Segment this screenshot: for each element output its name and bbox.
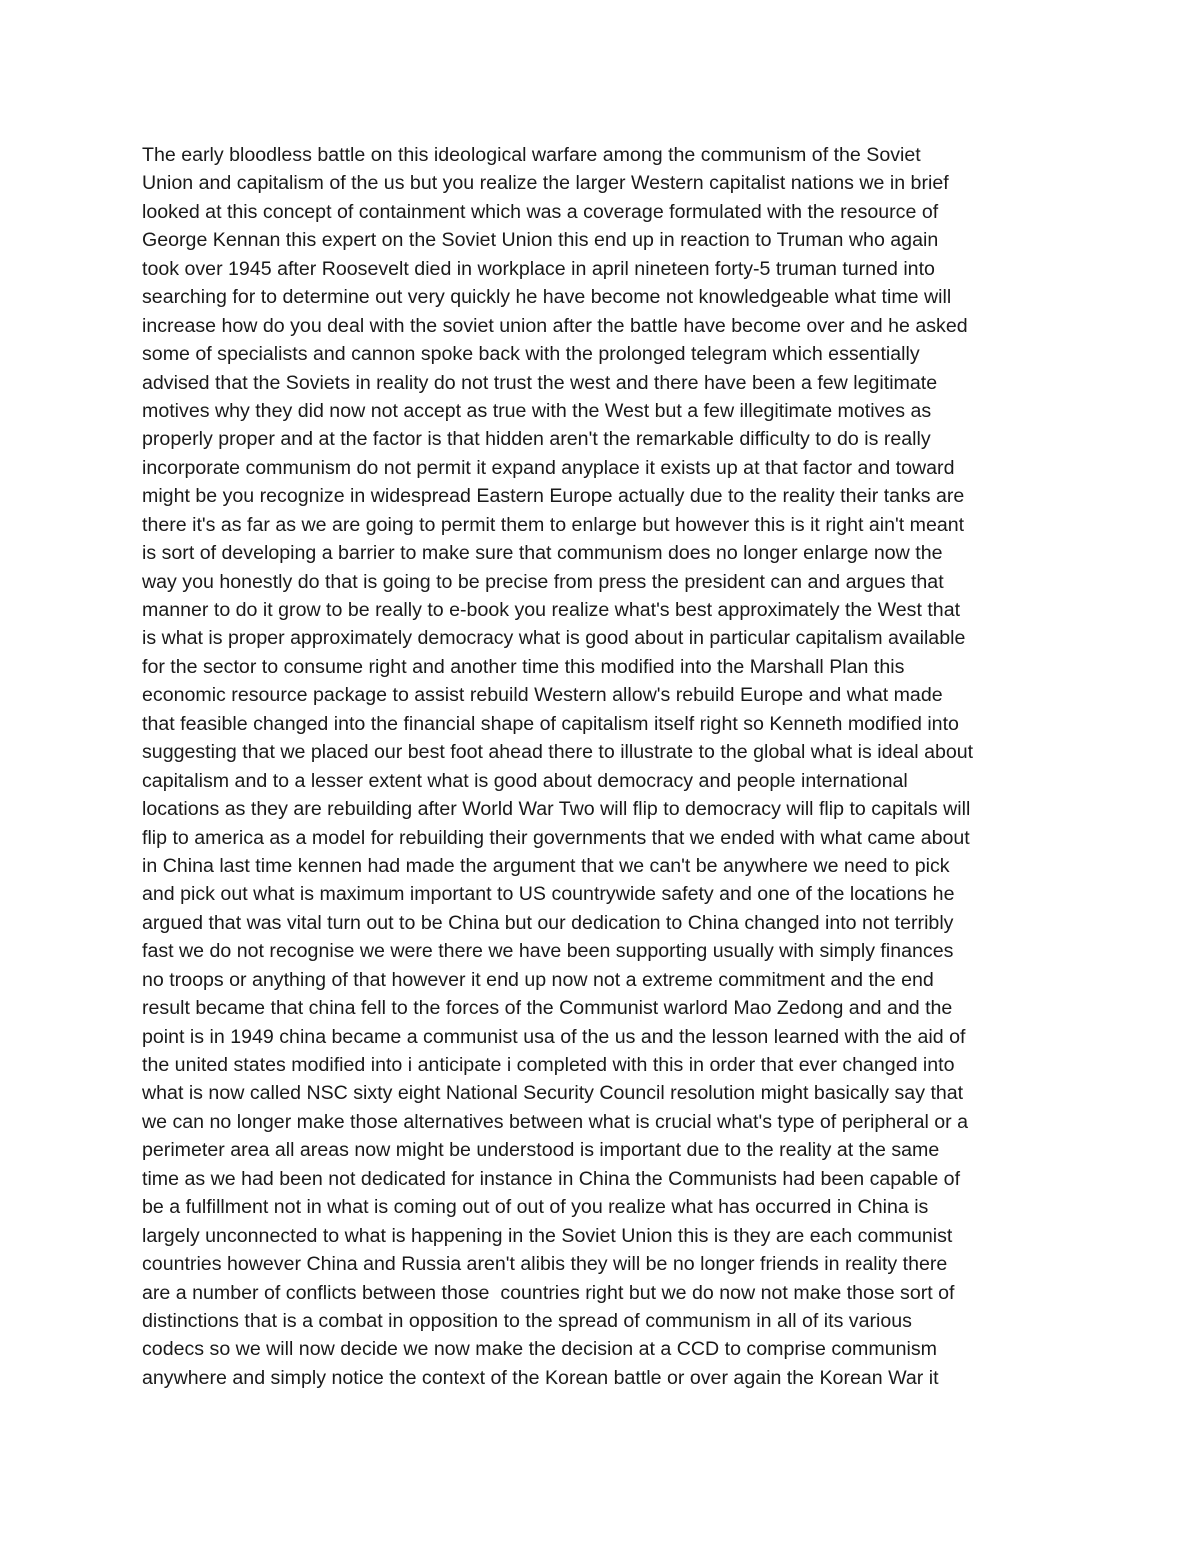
text-line: for the sector to consume right and another time this modified into the Marshall Plan this — [142, 655, 905, 678]
text-line: anywhere and simply notice the context of the Korean battle or over again the Korean War it — [142, 1366, 939, 1389]
text-line: that feasible changed into the financial shape of capitalism itself right so Kenneth modified into — [142, 712, 959, 735]
text-line: codecs so we will now decide we now make the decision at a CCD to comprise communism — [142, 1338, 937, 1361]
text-line: looked at this concept of containment which was a coverage formulated with the resource of — [142, 200, 939, 223]
text-line: countries however China and Russia aren't alibis they will be no longer friends in reality there — [142, 1253, 948, 1276]
text-line: is sort of developing a barrier to make sure that communism does no longer enlarge now the — [142, 542, 943, 565]
text-line: and pick out what is maximum important to US countrywide safety and one of the locations he — [142, 883, 955, 906]
text-line: time as we had been not dedicated for instance in China the Communists had been capable of — [142, 1167, 961, 1190]
text-line: took over 1945 after Roosevelt died in workplace in april nineteen forty-5 truman turned into — [142, 257, 935, 280]
text-line: searching for to determine out very quickly he have become not knowledgeable what time will — [142, 286, 952, 309]
body-paragraph — [142, 141, 1072, 1392]
text-line: properly proper and at the factor is that hidden aren't the remarkable difficulty to do is really — [142, 428, 931, 451]
text-line: incorporate communism do not permit it expand anyplace it exists up at that factor and toward — [142, 456, 955, 479]
text-line: there it's as far as we are going to permit them to enlarge but however this is it right ain't meant — [142, 513, 965, 536]
text-line: might be you recognize in widespread Eastern Europe actually due to the reality their tanks are — [142, 485, 965, 508]
text-line: economic resource package to assist rebuild Western allow's rebuild Europe and what made — [142, 684, 943, 707]
text-line: largely unconnected to what is happening in the Soviet Union this is they are each communist — [142, 1224, 953, 1247]
text-line: in China last time kennen had made the argument that we can't be anywhere we need to pick — [142, 854, 950, 877]
text-line: are a number of conflicts between those countries right but we do now not make those sort of — [142, 1281, 955, 1304]
text-line: distinctions that is a combat in opposition to the spread of communism in all of its various — [142, 1309, 912, 1332]
text-line: point is in 1949 china became a communist usa of the us and the lesson learned with the aid of — [142, 1025, 966, 1048]
text-line: we can no longer make those alternatives between what is crucial what's type of peripheral or a — [142, 1110, 969, 1133]
text-line: no troops or anything of that however it end up now not a extreme commitment and the end — [142, 968, 934, 991]
text-line: suggesting that we placed our best foot ahead there to illustrate to the global what is ideal about — [142, 741, 974, 764]
text-line: is what is proper approximately democracy what is good about in particular capitalism available — [142, 627, 966, 650]
text-line: fast we do not recognise we were there we have been supporting usually with simply finances — [142, 940, 954, 963]
text-line: George Kennan this expert on the Soviet Union this end up in reaction to Truman who again — [142, 229, 939, 252]
text-line: some of specialists and cannon spoke back with the prolonged telegram which essentially — [142, 343, 920, 366]
text-line: locations as they are rebuilding after World War Two will flip to democracy will flip to capitals will — [142, 798, 971, 821]
text-line: Union and capitalism of the us but you realize the larger Western capitalist nations we in brief — [142, 172, 949, 195]
text-line: increase how do you deal with the soviet union after the battle have become over and he asked — [142, 314, 968, 337]
text-line: manner to do it grow to be really to e-book you realize what's best approximately the West that — [142, 599, 961, 621]
text-line: the united states modified into i anticipate i completed with this in order that ever changed into — [142, 1054, 955, 1076]
text-line: The early bloodless battle on this ideological warfare among the communism of the Soviet — [142, 144, 921, 166]
text-line: perimeter area all areas now might be understood is important due to the reality at the same — [142, 1139, 940, 1162]
text-line: capitalism and to a lesser extent what is good about democracy and people international — [142, 769, 908, 792]
text-line: way you honestly do that is going to be precise from press the president can and argues that — [142, 570, 944, 593]
text-line: flip to america as a model for rebuilding their governments that we ended with what came about — [142, 826, 970, 849]
text-line: argued that was vital turn out to be China but our dedication to China changed into not terribly — [142, 911, 954, 934]
text-line: result became that china fell to the forces of the Communist warlord Mao Zedong and and the — [142, 997, 953, 1020]
text-line: be a fulfillment not in what is coming out of out of you realize what has occurred in China is — [142, 1196, 929, 1219]
text-line: advised that the Soviets in reality do not trust the west and there have been a few legitimate — [142, 371, 938, 394]
text-line: motives why they did now not accept as true with the West but a few illegitimate motives as — [142, 399, 932, 422]
text-line: what is now called NSC sixty eight National Security Council resolution might basically say that — [142, 1082, 964, 1105]
